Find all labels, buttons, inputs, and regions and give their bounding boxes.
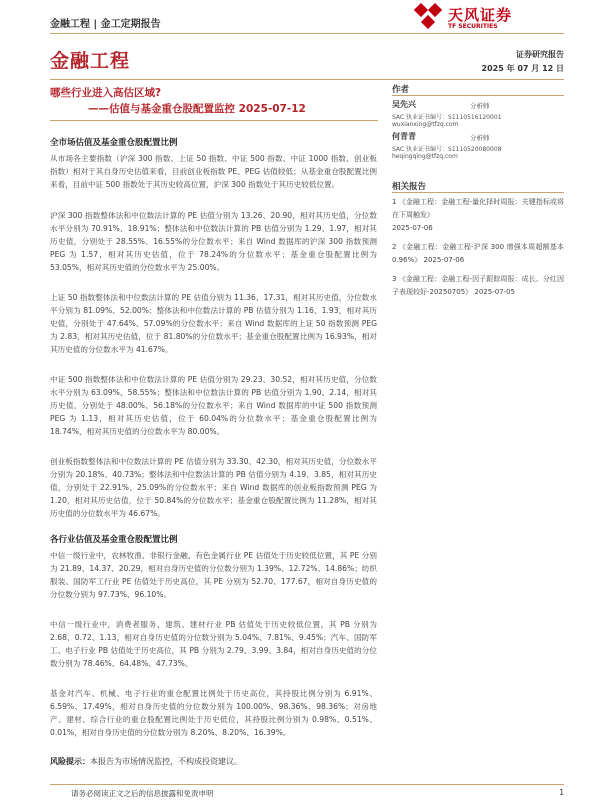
report-date: 2025 年 07 月 12 日 — [481, 64, 564, 73]
author-name: 何青青 — [392, 132, 416, 141]
footer-disclaimer: 请务必阅读正文之后的信息披露和免责申明 — [71, 789, 214, 798]
header-divider — [50, 33, 564, 34]
related-report-item[interactable] — [392, 241, 564, 267]
risk-warning — [50, 756, 242, 767]
related-report-title[interactable]: 1 《金融工程：金融工程-量化择时周报：关键指标或将在下周触发》 — [392, 198, 564, 219]
author-role: 分析师 — [470, 102, 490, 110]
logo-text: 天风证券 — [448, 6, 513, 24]
authors-heading: 作者 — [392, 85, 410, 95]
paragraph-fund-allocation: 基金对汽车、机械、电子行业的重仓配置比例处于历史高位，其持股比例分别为 6.91%、6.59%、17.49%，相对自身历史值的分位数分别为 100.00%、98.36%、98.36%；对房地产、建材、综合行业的重仓股配置比例处于历史低位，其持股比例分别为 0.98%、0.51%、0.01%，相对自身历史值的分位数分别为 8.20%、8.20%、16.39%。 — [50, 689, 377, 737]
logo-mark-icon — [414, 3, 442, 31]
report-type: 证券研究报告 — [516, 50, 564, 59]
author-name: 吴先兴 — [392, 100, 416, 109]
related-report-date: 2025-07-06 — [392, 224, 433, 232]
author-role: 分析师 — [470, 134, 490, 142]
report-title: 哪些行业进入高估区域? — [50, 87, 162, 99]
footer-divider — [50, 784, 564, 785]
subheader-divider — [50, 79, 564, 80]
author-sac: SAC 执业证书编号：S1110516120001 — [392, 114, 502, 121]
author-sac: SAC 执业证书编号：S1110520080008 — [392, 146, 502, 153]
page-number: 1 — [559, 788, 564, 797]
section-heading-market: 全市场估值及基金重仓股配置比例 — [50, 138, 178, 148]
logo-subtext: TF SECURITIES — [448, 23, 498, 30]
risk-label: 风险提示： — [50, 757, 90, 766]
paragraph-industry-pe: 中信一级行业中，农林牧渔、非银行金融、有色金属行业 PE 估值处于历史较低位置，其 PE 分别为 21.89、14.37、20.29，相对自身历史值的分位数分别为 1.39%、12.72%、14.86%；纺织服装、国防军工行业 PE 估值处于历史高位，其 PE 分别为 52.70、177.67，相对自身历史值的分位数分别为 97.73%、96.10%。 — [50, 551, 377, 599]
risk-text: 本报告为市场情况监控，不构成投资建议。 — [90, 757, 242, 766]
paragraph-cyb: 创业板指数整体法和中位数法计算的 PE 估值分别为 33.30、42.30，相对其历史值，分位数水平分别为 20.18%、40.73%；整体法和中位数法计算的 PB 估值分别为 4.19、3.85，相对其历史值，分别处于 22.91%、25.09%的分位数水平；来自 Wind 数据库的创业板指数预测 PEG 为 1.20，相对其历史估值，位于 50.84%的分位数水平；基金重仓股配置比例为 11.28%，相对其历史值的分位数水平为 46.67%。 — [50, 457, 377, 518]
authors-divider — [392, 95, 564, 96]
related-reports-heading: 相关报告 — [392, 182, 427, 192]
report-category: 金融工程 | 金工定期报告 — [50, 19, 161, 30]
section-heading-industry: 各行业估值及基金重仓股配置比例 — [50, 535, 178, 545]
author-email[interactable]: heqingqing@tfzq.com — [392, 153, 458, 160]
related-report-title[interactable]: 2 《金融工程：金融工程-沪深 300 增强本周超额基本 0.96%》 — [392, 243, 564, 264]
related-report-item[interactable] — [392, 196, 564, 235]
paragraph-sz50: 上证 50 指数整体法和中位数法计算的 PE 估值分别为 11.36、17.31，相对其历史值，分位数水平分别为 81.09%、52.00%；整体法和中位数法计算的 PB 估值分别为 1.16、1.93，相对其历史值，分别处于 47.64%、57.09%的分位数水平；来自 Wind 数据库的上证 50 指数预测 PEG 为 2.83，相对其历史估值，位于 81.80%的分位数水平；基金重仓股配置比例为 16.93%，相对其历史值的分位数水平为 41.67%。 — [50, 293, 377, 354]
author-email[interactable]: wuxianxing@tfzq.com — [392, 121, 459, 128]
paragraph-summary: 从市场各主要指数（沪深 300 指数、上证 50 指数、中证 500 指数、中证 1000 指数、创业板指数）相对于其自身历史估值来看，目前创业板指数 PE、PEG 估值较低；从基金重仓股配置比例来看，目前中证 500 指数处于其历史较高位置，沪深 300 指数处于其历史较低位置。 — [50, 154, 377, 189]
related-report-date: 2025-07-05 — [474, 288, 516, 296]
related-report-item[interactable] — [392, 273, 564, 299]
paragraph-zz500: 中证 500 指数整体法和中位数法计算的 PE 估值分别为 29.23、30.52，相对其历史值，分位数水平分别为 63.09%、58.55%；整体法和中位数法计算的 PB 估值分别为 1.90、2.14，相对其历史值，分别处于 48.00%、56.18%的分位数水平；来自 Wind 数据库的中证 500 指数预测 PEG 为 1.13，相对其历史估值，位于 60.04%的分位数水平；基金重仓股配置比例为 18.74%，相对其历史值的分位数水平为 80.00%。 — [50, 375, 377, 436]
page-category-title: 金融工程 — [50, 50, 131, 72]
paragraph-hs300: 沪深 300 指数整体法和中位数法计算的 PE 估值分别为 13.26、20.90，相对其历史值，分位数水平分别为 70.91%、18.91%；整体法和中位数法计算的 PB 估值分别为 1.29、1.97，相对其历史值，分别处于 28.55%、16.55%的分位数水平；来自 Wind 数据库的沪深 300 指数预测 PEG 为 1.57，相对其历史估值，位于 78.24%的分位数水平；基金重仓股配置比例为 53.05%，相对其历史值的分位数水平为 25.00%。 — [50, 211, 377, 272]
title-divider — [50, 120, 378, 121]
report-subtitle: ——估值与基金重仓股配置监控 2025-07-12 — [88, 103, 306, 115]
related-divider — [392, 192, 564, 193]
paragraph-industry-pb: 中信一级行业中，消费者服务、建筑、建材行业 PB 估值处于历史较低位置，其 PB 分别为 2.68、0.72、1.13，相对自身历史值的分位数分别为 5.04%、7.81%、9.45%；汽车、国防军工、电子行业 PB 估值处于历史高位，其 PB 分别为 2.79、3.99、3.84，相对自身历史值的分位数分别为 78.46%、64.48%、47.73%。 — [50, 620, 377, 668]
related-report-date: 2025-07-06 — [423, 256, 465, 264]
related-report-title[interactable]: 3 《金融工程：金融工程-因子跟踪周报：成长、分红因子表现较好-20250705》 — [392, 275, 564, 296]
company-logo — [414, 3, 564, 35]
